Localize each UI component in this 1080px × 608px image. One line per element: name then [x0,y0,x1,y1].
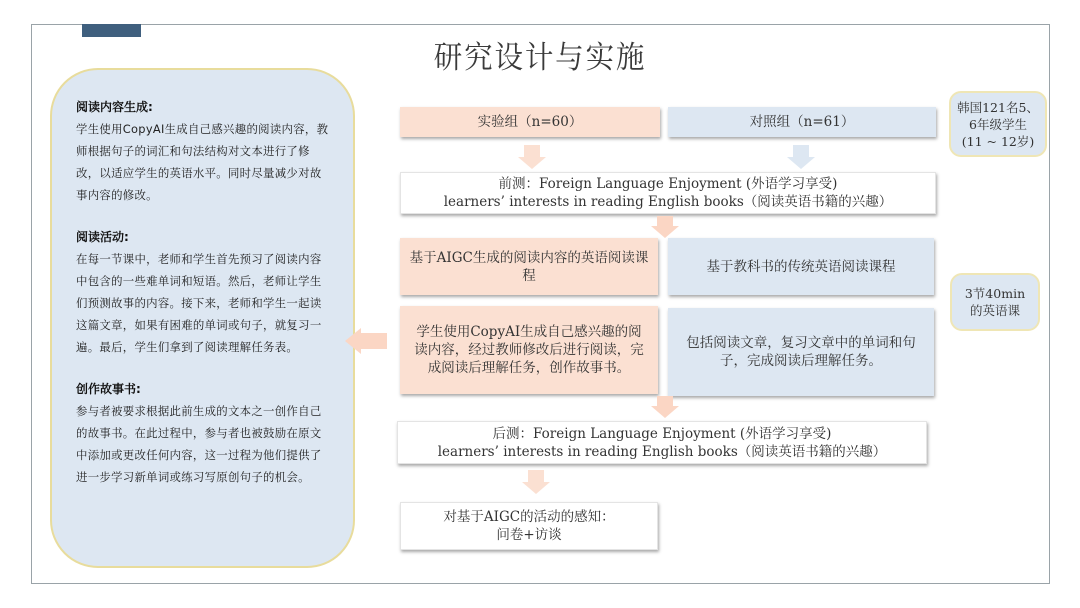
arrow-down-stem [793,145,809,157]
pretest-line2: learners’ interests in reading English books（阅读英语书籍的兴趣） [443,194,893,210]
ctrl-course-box [668,238,934,295]
arrow-down-stem [657,396,673,406]
posttest-line1: 后测：Foreign Language Enjoyment (外语学习享受) [492,425,832,442]
side-body: 在每一节课中，老师和学生首先预习了阅读内容中包含的一些难单词和短语。然后，老师让学生们预测故事的内容。接下来，老师和学生一起读这篇文章，如果有困难的单词或句子，就复习一遍。最后，学生们拿到了阅读理解任务表。 [76,252,322,354]
ctrl-activity-box [668,308,934,396]
sessions-note [950,273,1040,331]
side-heading: 阅读活动: [76,230,129,244]
exp-course-box [400,238,658,295]
arrow-down-icon [651,406,679,418]
perception-box [400,502,658,550]
arrow-down-icon [522,482,550,494]
ctrl-course-label: 基于教科书的传统英语阅读课程 [706,258,896,275]
perception-line2: 问卷+访谈 [496,527,562,543]
side-section-reading-activity [76,226,333,358]
arrow-down-icon [787,157,815,169]
exp-activity-label: 学生使用CopyAI生成自己感兴趣的阅读内容，经过教师修改后进行阅读，完成阅读后理解任务，创作故事书。 [414,324,644,376]
control-group-label: 对照组（n=61） [749,114,855,130]
side-body: 学生使用CopyAI生成自己感兴趣的阅读内容，教师根据句子的词汇和句法结构对文本进行了修改，以适应学生的英语水平。同时尽量减少对故事内容的修改。 [76,122,329,202]
pretest-line1: 前测：Foreign Language Enjoyment (外语学习享受) [498,176,838,192]
exp-course-label: 基于AIGC生成的阅读内容的英语阅读课程 [409,249,649,284]
experimental-group-box [400,107,660,137]
posttest-box [397,421,927,464]
sessions-line2: 的英语课 [969,303,1020,318]
arrow-down-stem [524,145,540,157]
arrow-left-icon [345,328,361,354]
experimental-group-label: 实验组（n=60） [477,114,583,130]
arrow-down-icon [518,157,546,169]
participants-line1: 韩国121名5、 [957,99,1039,115]
exp-activity-box [400,306,658,394]
sessions-line1: 3节40min [964,286,1026,301]
arrow-left-stem [361,333,387,349]
arrow-down-icon [651,226,679,238]
side-section-storybook [76,378,333,488]
control-group-box [668,107,936,137]
side-panel [50,68,355,568]
side-body: 参与者被要求根据此前生成的文本之一创作自己的故事书。在此过程中，参与者也被鼓励在原文中添加或更改任何内容，这一过程为他们提供了进一步学习新单词或练习写原创句子的机会。 [76,404,322,484]
ctrl-activity-label: 包括阅读文章，复习文章中的单词和句子，完成阅读后理解任务。 [686,335,916,369]
participants-note [949,91,1047,157]
side-heading: 阅读内容生成: [76,100,153,114]
slide-title: 研究设计与实施 [433,40,647,76]
side-heading: 创作故事书: [76,382,141,396]
pretest-box [400,172,936,214]
arrow-down-stem [657,216,673,226]
arrow-down-stem [528,470,544,482]
participants-line3: (11 ~ 12岁) [961,133,1035,149]
perception-line1: 对基于AIGC的活动的感知： [443,509,615,525]
participants-line2: 6年级学生 [969,116,1027,132]
posttest-line2: learners’ interests in reading English books（阅读英语书籍的兴趣） [437,443,887,460]
side-section-reading-content [76,96,333,206]
